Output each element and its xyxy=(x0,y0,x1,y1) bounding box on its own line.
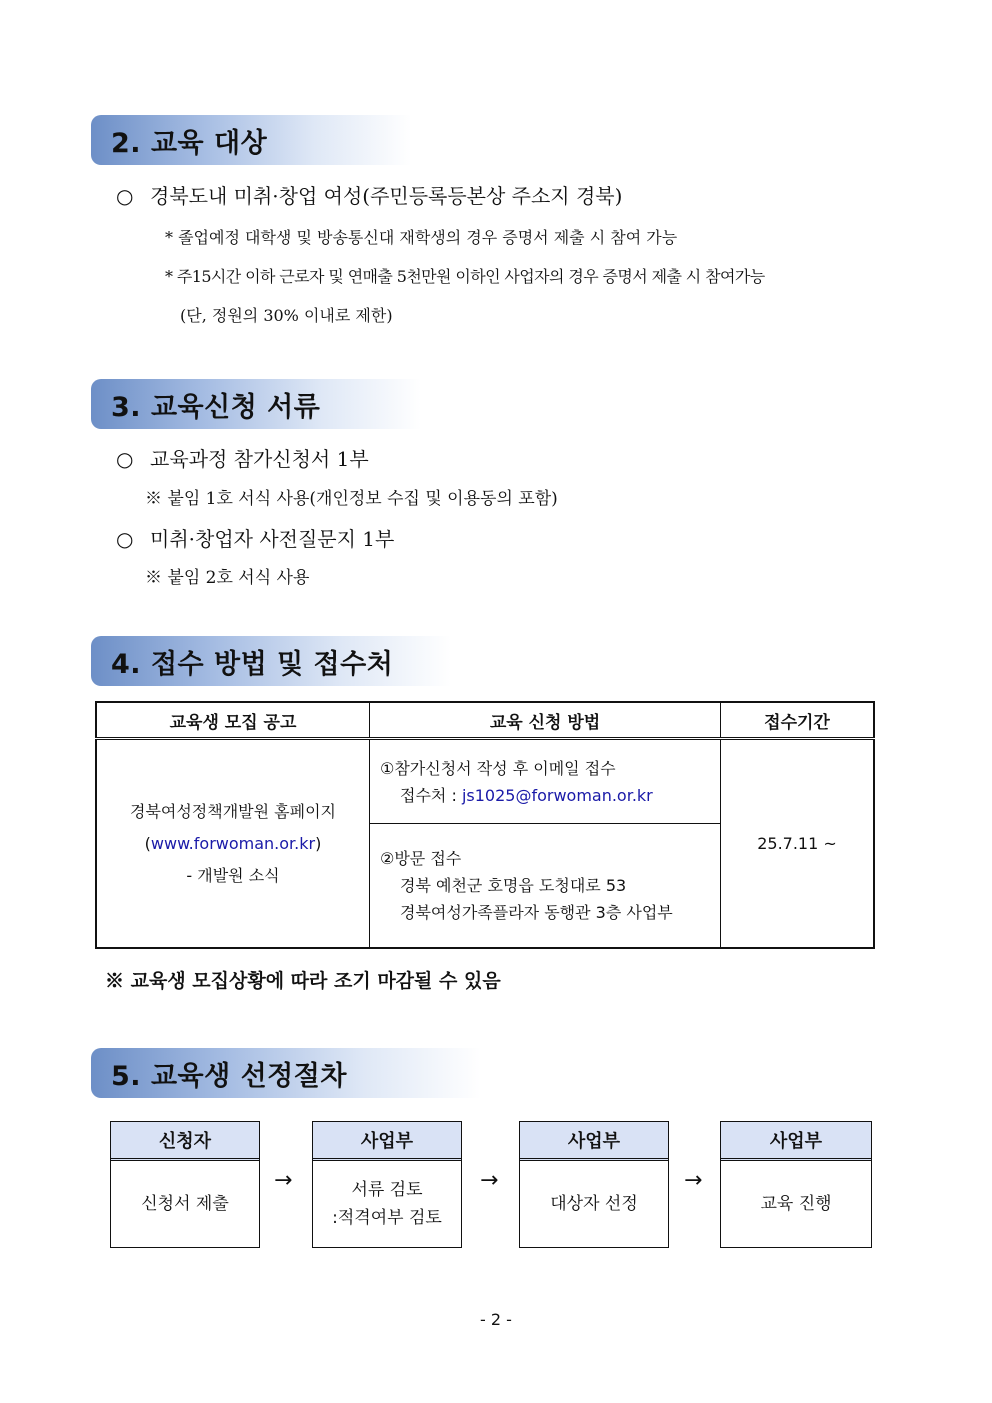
flow-step-2-head: 사업부 xyxy=(313,1122,461,1161)
method-email-line-2 xyxy=(380,782,720,809)
circle-bullet-icon: ○ xyxy=(116,527,134,551)
arrow-right-icon: → xyxy=(684,1168,703,1193)
circle-bullet-icon: ○ xyxy=(116,447,134,471)
table-header-notice: 교육생 모집 공고 xyxy=(96,702,370,739)
notice-cell xyxy=(96,739,370,949)
notice-line-2 xyxy=(97,828,369,860)
section-2-note-3: (단, 정원의 30% 이내로 제한) xyxy=(180,306,393,325)
homepage-link[interactable]: www.forwoman.or.kr xyxy=(150,833,316,853)
period-cell: 25.7.11 ~ xyxy=(721,739,875,949)
section-2-note-2: * 주15시간 이하 근로자 및 연매출 5천만원 이하인 사업자의 경우 증명서 제출 시 참여가능 xyxy=(165,267,765,286)
flow-step-3 xyxy=(519,1121,669,1248)
page-number: - 2 - xyxy=(480,1310,512,1329)
section-3-title: 3. 교육신청 서류 xyxy=(111,391,321,423)
table-row xyxy=(96,739,874,824)
section-2-header xyxy=(91,115,411,165)
table-header-row xyxy=(96,702,874,739)
flow-step-4 xyxy=(720,1121,872,1248)
section-5-title: 5. 교육생 선정절차 xyxy=(111,1060,347,1092)
method-visit-line-2: 경북 예천군 호명읍 도청대로 53 xyxy=(400,876,627,895)
section-3-bullet-2 xyxy=(116,523,394,552)
section-2-bullet xyxy=(116,180,622,209)
early-close-note: ※ 교육생 모집상황에 따라 조기 마감될 수 있음 xyxy=(105,970,501,992)
flow-step-1-body xyxy=(111,1161,259,1247)
notice-line-1: 경북여성정책개발원 홈페이지 xyxy=(129,801,336,821)
method-visit-line-3: 경북여성가족플라자 동행관 3층 사업부 xyxy=(400,903,673,922)
paren-open: ( xyxy=(144,833,151,853)
paren-close: ) xyxy=(315,833,322,853)
section-2-bullet-text: 경북도내 미취·창업 여성(주민등록등본상 주소지 경북) xyxy=(150,184,623,208)
method-email-cell xyxy=(370,739,721,824)
circle-bullet-icon: ○ xyxy=(116,184,134,208)
method-visit-cell xyxy=(370,824,721,949)
flow-step-1 xyxy=(110,1121,260,1248)
email-link[interactable]: js1025@forwoman.or.kr xyxy=(461,785,653,805)
flow-step-3-head: 사업부 xyxy=(520,1122,668,1161)
application-table xyxy=(95,701,875,949)
flow-step-4-line-1: 교육 진행 xyxy=(760,1194,832,1214)
email-label: 접수처 : xyxy=(400,785,462,805)
notice-line-3: - 개발원 소식 xyxy=(186,865,280,885)
flow-step-3-body xyxy=(520,1161,668,1247)
section-3-note-2: ※ 붙임 2호 서식 사용 xyxy=(145,568,310,588)
flow-step-2-body xyxy=(313,1161,461,1247)
section-3-bullet-1 xyxy=(116,443,369,472)
table-header-method: 교육 신청 방법 xyxy=(370,702,721,739)
section-3-header xyxy=(91,379,421,429)
section-3-note-1: ※ 붙임 1호 서식 사용(개인정보 수집 및 이용동의 포함) xyxy=(145,489,558,509)
section-2-note-1: * 졸업예정 대학생 및 방송통신대 재학생의 경우 증명서 제출 시 참여 가능 xyxy=(165,228,678,247)
flow-step-2 xyxy=(312,1121,462,1248)
flow-step-3-line-1: 대상자 선정 xyxy=(550,1194,638,1214)
section-5-header xyxy=(91,1048,481,1098)
section-3-bullet-1-text: 교육과정 참가신청서 1부 xyxy=(150,447,369,471)
table-header-period: 접수기간 xyxy=(721,702,875,739)
section-4-header xyxy=(91,636,451,686)
section-3-bullet-2-text: 미취·창업자 사전질문지 1부 xyxy=(150,527,395,551)
flow-step-4-body xyxy=(721,1161,871,1247)
arrow-right-icon: → xyxy=(274,1168,293,1193)
arrow-right-icon: → xyxy=(480,1168,499,1193)
flow-step-1-line-1: 신청서 제출 xyxy=(141,1194,229,1214)
method-visit-line-1: ②방문 접수 xyxy=(380,849,462,868)
flow-step-2-line-1: 서류 검토 xyxy=(351,1180,423,1200)
flow-step-2-line-2: :적격여부 검토 xyxy=(332,1208,442,1228)
flow-step-1-head: 신청자 xyxy=(111,1122,259,1161)
flow-step-4-head: 사업부 xyxy=(721,1122,871,1161)
section-2-title: 2. 교육 대상 xyxy=(111,127,268,159)
section-4-title: 4. 접수 방법 및 접수처 xyxy=(111,648,394,680)
method-email-line-1: ①참가신청서 작성 후 이메일 접수 xyxy=(380,758,616,778)
